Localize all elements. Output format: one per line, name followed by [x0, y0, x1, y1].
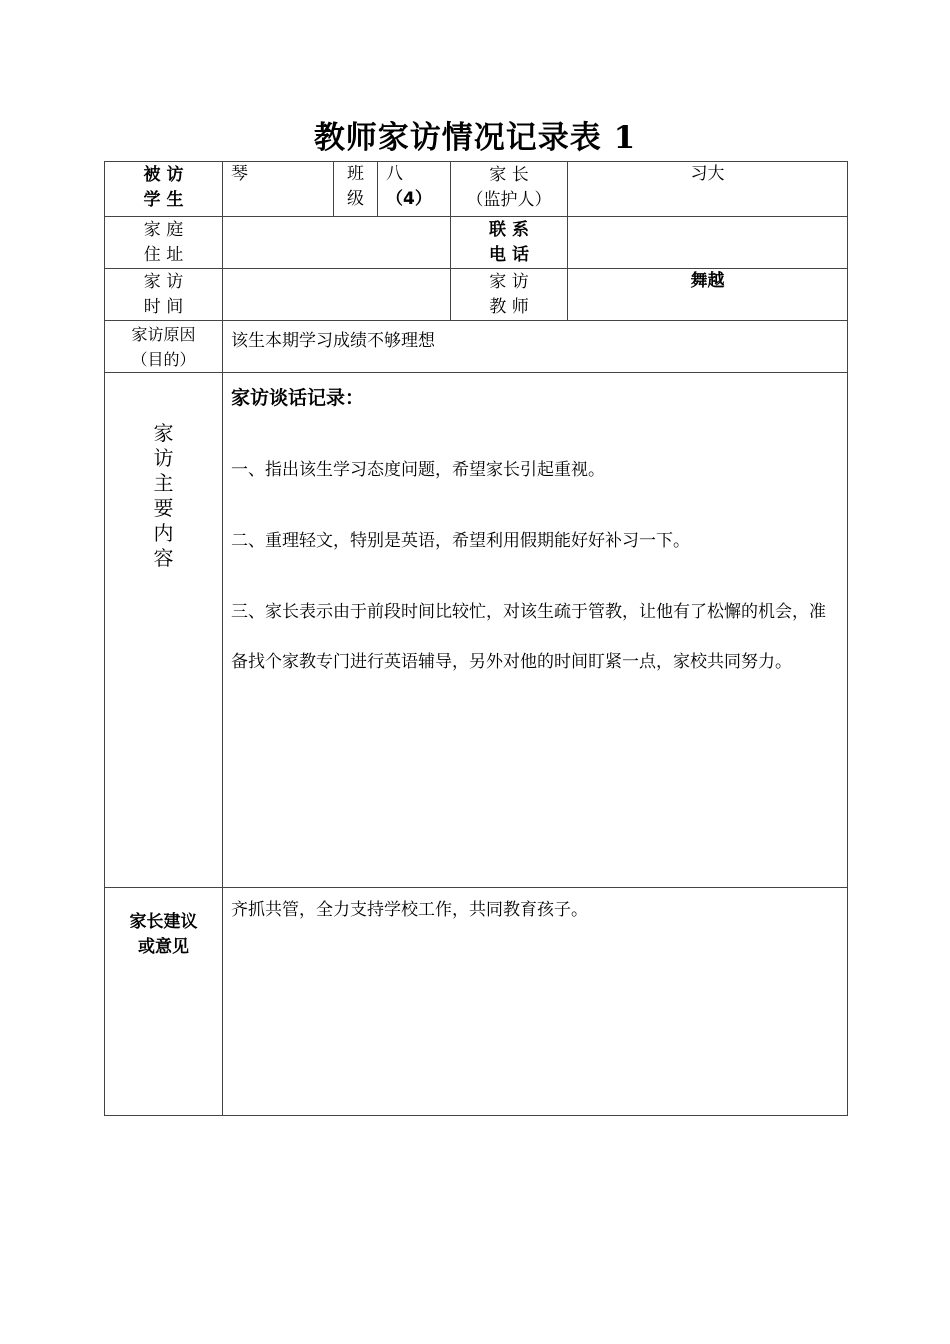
suggestion-label	[105, 888, 223, 1116]
parent-label-line1: 家 长	[489, 165, 529, 185]
class-number: （4）	[386, 189, 432, 209]
content-label-char: 要	[153, 496, 174, 520]
row-visit-time	[105, 269, 848, 321]
content-label-char: 访	[153, 446, 174, 470]
talk-item: 三、家长表示由于前段时间比较忙，对该生疏于管教，让他有了松懈的机会，准备找个家教专门进行英语辅导，另外对他的时间盯紧一点，家校共同努力。	[231, 602, 826, 672]
suggestion-label-line1: 家长建议	[129, 912, 198, 932]
row-student	[105, 162, 848, 217]
visit-time-value-cell[interactable]	[223, 269, 451, 321]
content-label-char: 内	[153, 521, 174, 545]
talk-item: 一、指出该生学习态度问题，希望家长引起重视。	[231, 460, 605, 480]
suggestion-value-cell[interactable]	[223, 888, 848, 1116]
content-label-char: 容	[153, 546, 174, 570]
visit-teacher-label-line1: 家 访	[489, 272, 529, 292]
class-label	[334, 162, 378, 217]
row-content	[105, 373, 848, 888]
phone-label-line2: 电 话	[489, 245, 529, 265]
document-title: 教师家访情况记录表 1	[313, 120, 637, 156]
talk-item: 二、重理轻文，特别是英语，希望利用假期能好好补习一下。	[231, 531, 690, 551]
visit-teacher-label-line2: 教 师	[489, 297, 529, 317]
row-address	[105, 217, 848, 269]
address-label-line2: 住 址	[143, 245, 184, 265]
content-label-char: 家	[153, 421, 174, 445]
reason-label-line1: 家访原因	[131, 325, 196, 344]
parent-name-cell[interactable]	[568, 162, 848, 217]
talk-record-heading: 家访谈话记录：	[231, 387, 365, 409]
student-label-line2: 学 生	[143, 190, 184, 210]
suggestion-label-line2: 或意见	[138, 937, 189, 957]
phone-label	[451, 217, 568, 269]
row-suggestion	[105, 888, 848, 1116]
parent-label-line2: （监护人）	[466, 190, 552, 210]
content-label-vertical	[153, 421, 175, 571]
reason-label-line2: （目的）	[131, 350, 196, 369]
content-label	[105, 373, 223, 888]
visit-teacher-value-cell[interactable]	[568, 269, 848, 321]
student-label	[105, 162, 223, 217]
address-label	[105, 217, 223, 269]
student-name-cell[interactable]	[223, 162, 334, 217]
address-label-line1: 家 庭	[143, 220, 184, 240]
student-label-line1: 被 访	[143, 165, 184, 185]
reason-value-cell[interactable]	[223, 321, 848, 373]
row-reason	[105, 321, 848, 373]
parent-name: 习大	[690, 164, 725, 184]
phone-value-cell[interactable]	[568, 217, 848, 269]
class-label-line2: 级	[347, 189, 364, 209]
visit-time-label-line2: 时 间	[143, 297, 184, 317]
class-grade: 八	[386, 164, 403, 184]
suggestion-value: 齐抓共管，全力支持学校工作，共同教育孩子。	[231, 900, 588, 920]
reason-label	[105, 321, 223, 373]
visit-record-table	[104, 161, 848, 1116]
parent-label	[451, 162, 568, 217]
visit-time-label-line1: 家 访	[143, 272, 184, 292]
visit-time-label	[105, 269, 223, 321]
content-value-cell[interactable]	[223, 373, 848, 888]
address-value-cell[interactable]	[223, 217, 451, 269]
class-label-line1: 班	[347, 164, 364, 184]
class-value-cell[interactable]	[378, 162, 451, 217]
student-name: 琴	[231, 164, 248, 184]
visit-teacher-name: 舞越	[690, 271, 725, 291]
visit-teacher-label	[451, 269, 568, 321]
content-label-char: 主	[153, 471, 174, 495]
phone-label-line1: 联 系	[489, 220, 529, 240]
reason-value: 该生本期学习成绩不够理想	[231, 331, 435, 351]
